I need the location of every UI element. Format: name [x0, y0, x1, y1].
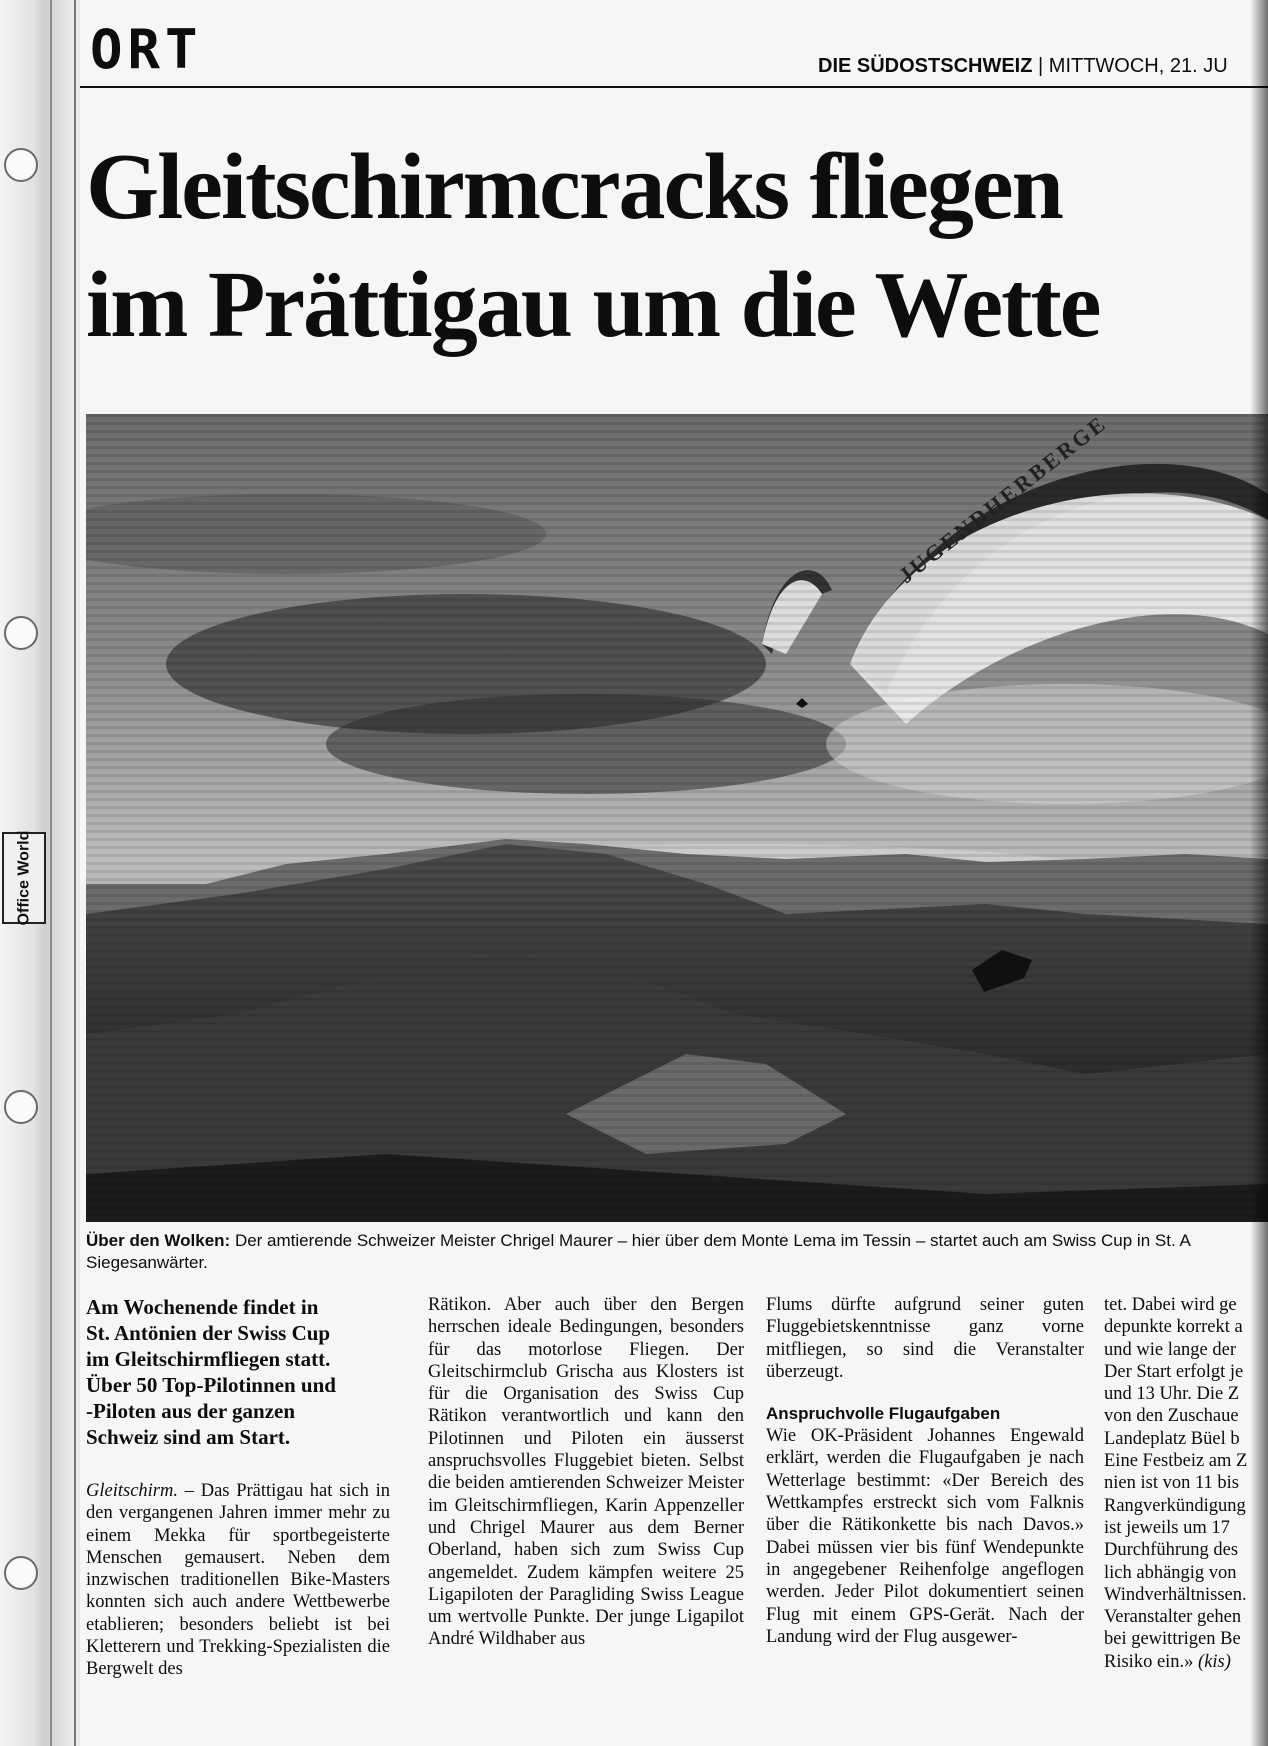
lead-line: -Piloten aus der ganzen — [86, 1399, 296, 1423]
paraglider-photo — [86, 414, 1268, 1222]
column-line: Rangverkündigung — [1104, 1495, 1246, 1516]
binder-edge — [50, 0, 52, 1746]
binder-sleeve — [0, 0, 76, 1746]
article-paragraph — [86, 1480, 390, 1681]
punch-hole — [4, 1090, 38, 1124]
section-tag: ORT — [90, 18, 203, 81]
article-column-1 — [86, 1294, 390, 1681]
column-line: Der Start erfolgt je — [1104, 1361, 1244, 1382]
newspaper-page — [80, 0, 1268, 1746]
author-signature: (kis) — [1198, 1651, 1231, 1672]
punch-hole — [4, 148, 38, 182]
column-line: Eine Festbeiz am Z — [1104, 1451, 1248, 1472]
article-subheading: Anspruchvolle Flugaufgaben — [766, 1404, 1001, 1424]
photo-caption — [86, 1230, 1268, 1274]
page-header — [818, 54, 1228, 78]
article-column-4 — [1104, 1294, 1268, 1673]
header-separator: | — [1038, 55, 1044, 77]
dateline: Gleitschirm. — [86, 1481, 178, 1501]
column-line: depunkte korrekt a — [1104, 1317, 1243, 1338]
column-line: Windverhältnissen. — [1104, 1584, 1247, 1605]
binder-brand-label — [2, 832, 46, 924]
punch-hole — [4, 1556, 38, 1590]
lead-line: Schweiz sind am Start. — [86, 1425, 291, 1449]
article-column-2 — [428, 1294, 744, 1651]
article-paragraph: Flums dürfte aufgrund seiner guten Fluggebietskenntnisse ganz vorne mitfliegen, so sind die Veranstalter überzeugt. — [766, 1295, 1084, 1382]
column-line: Durchführung des — [1104, 1540, 1239, 1561]
newspaper-name: DIE SÜDOSTSCHWEIZ — [818, 55, 1033, 77]
column-line: tet. Dabei wird ge — [1104, 1295, 1237, 1315]
binder-brand-text: Office World — [15, 830, 33, 926]
column-line: nien ist von 11 bis — [1104, 1473, 1239, 1494]
paragraph-text: – Das Prättigau hat sich in den vergangenen Jahren immer mehr zu einem Mekka für sportbegeisterte Menschen gemausert. Neben dem inzwischen traditionellen Bike-Masters konnten sich auch andere Wettbewerbe etablieren; besonders beliebt ist bei Kletterern und Trekking-Spezialisten die Bergwelt des — [86, 1481, 390, 1680]
column-line: bei gewittrigen Be — [1104, 1629, 1241, 1650]
column-line: lich abhängig von — [1104, 1562, 1237, 1583]
lead-line: im Gleitschirmfliegen statt. — [86, 1347, 331, 1371]
column-line: und wie lange der — [1104, 1339, 1237, 1360]
caption-lead: Über den Wolken: — [86, 1231, 231, 1250]
column-line: Risiko ein.» — [1104, 1651, 1194, 1672]
header-rule — [80, 86, 1268, 88]
punch-hole — [4, 616, 38, 650]
caption-text: Der amtierende Schweizer Meister Chrigel Maurer – hier über dem Monte Lema im Tessin – startet auch am Swiss Cup in St. A — [234, 1231, 1191, 1250]
article-column-3 — [766, 1294, 1084, 1648]
page-edge-shadow — [1250, 0, 1268, 1746]
article-paragraph — [1104, 1294, 1268, 1673]
lead-line: Über 50 Top-Pilotinnen und — [86, 1373, 336, 1397]
article-lead — [86, 1294, 390, 1450]
column-line: und 13 Uhr. Die Z — [1104, 1384, 1240, 1405]
headline — [86, 128, 1266, 364]
lead-line: Am Wochenende findet in — [86, 1295, 319, 1319]
lead-line: St. Antönien der Swiss Cup — [86, 1321, 331, 1345]
article-paragraph: Rätikon. Aber auch über den Bergen herrschen ideale Bedingungen, besonders für das motorlose Fliegen. Der Gleitschirmclub Grischa aus Klosters ist für die Organisation des Swiss Cup Rätikon verantwortlich und kann den Pilotinnen und Piloten ein äusserst anspruchsvolles Fluggebiet bieten. Selbst die beiden amtierenden Schweizer Meister im Gleitschirmfliegen, Karin Appenzeller und Chrigel Maurer aus dem Berner Oberland, haben sich zum Swiss Cup angemeldet. Zudem kämpfen weitere 25 Ligapiloten der Paragliding Swiss League um wertvolle Punkte. Der junge Ligapilot André Wildhaber aus — [428, 1295, 744, 1650]
caption-line-2: Siegesanwärter. — [86, 1253, 208, 1272]
headline-line-1: Gleitschirmcracks fliegen — [86, 135, 1062, 239]
column-line: ist jeweils um 17 — [1104, 1517, 1230, 1538]
headline-line-2: im Prättigau um die Wette — [86, 253, 1100, 357]
column-line: Veranstalter gehen — [1104, 1607, 1242, 1628]
issue-date: MITTWOCH, 21. JU — [1048, 55, 1228, 77]
article-paragraph: Wie OK-Präsident Johannes Engewald erklärt, werden die Flugaufgaben je nach Wetterlage bestimmt: «Der Bereich des Wettkampfes erstreckt sich vom Falknis über die Rätikonkette bis nach Davos.» Dabei müssen vier bis fünf Wendepunkte in angegebener Reihenfolge angeflogen werden. Jeder Pilot dokumentiert seinen Flug mit einem GPS-Gerät. Nach der Landung wird der Flug ausgewer- — [766, 1426, 1084, 1647]
column-line: von den Zuschaue — [1104, 1406, 1239, 1427]
column-line: Landeplatz Büel b — [1104, 1428, 1240, 1449]
